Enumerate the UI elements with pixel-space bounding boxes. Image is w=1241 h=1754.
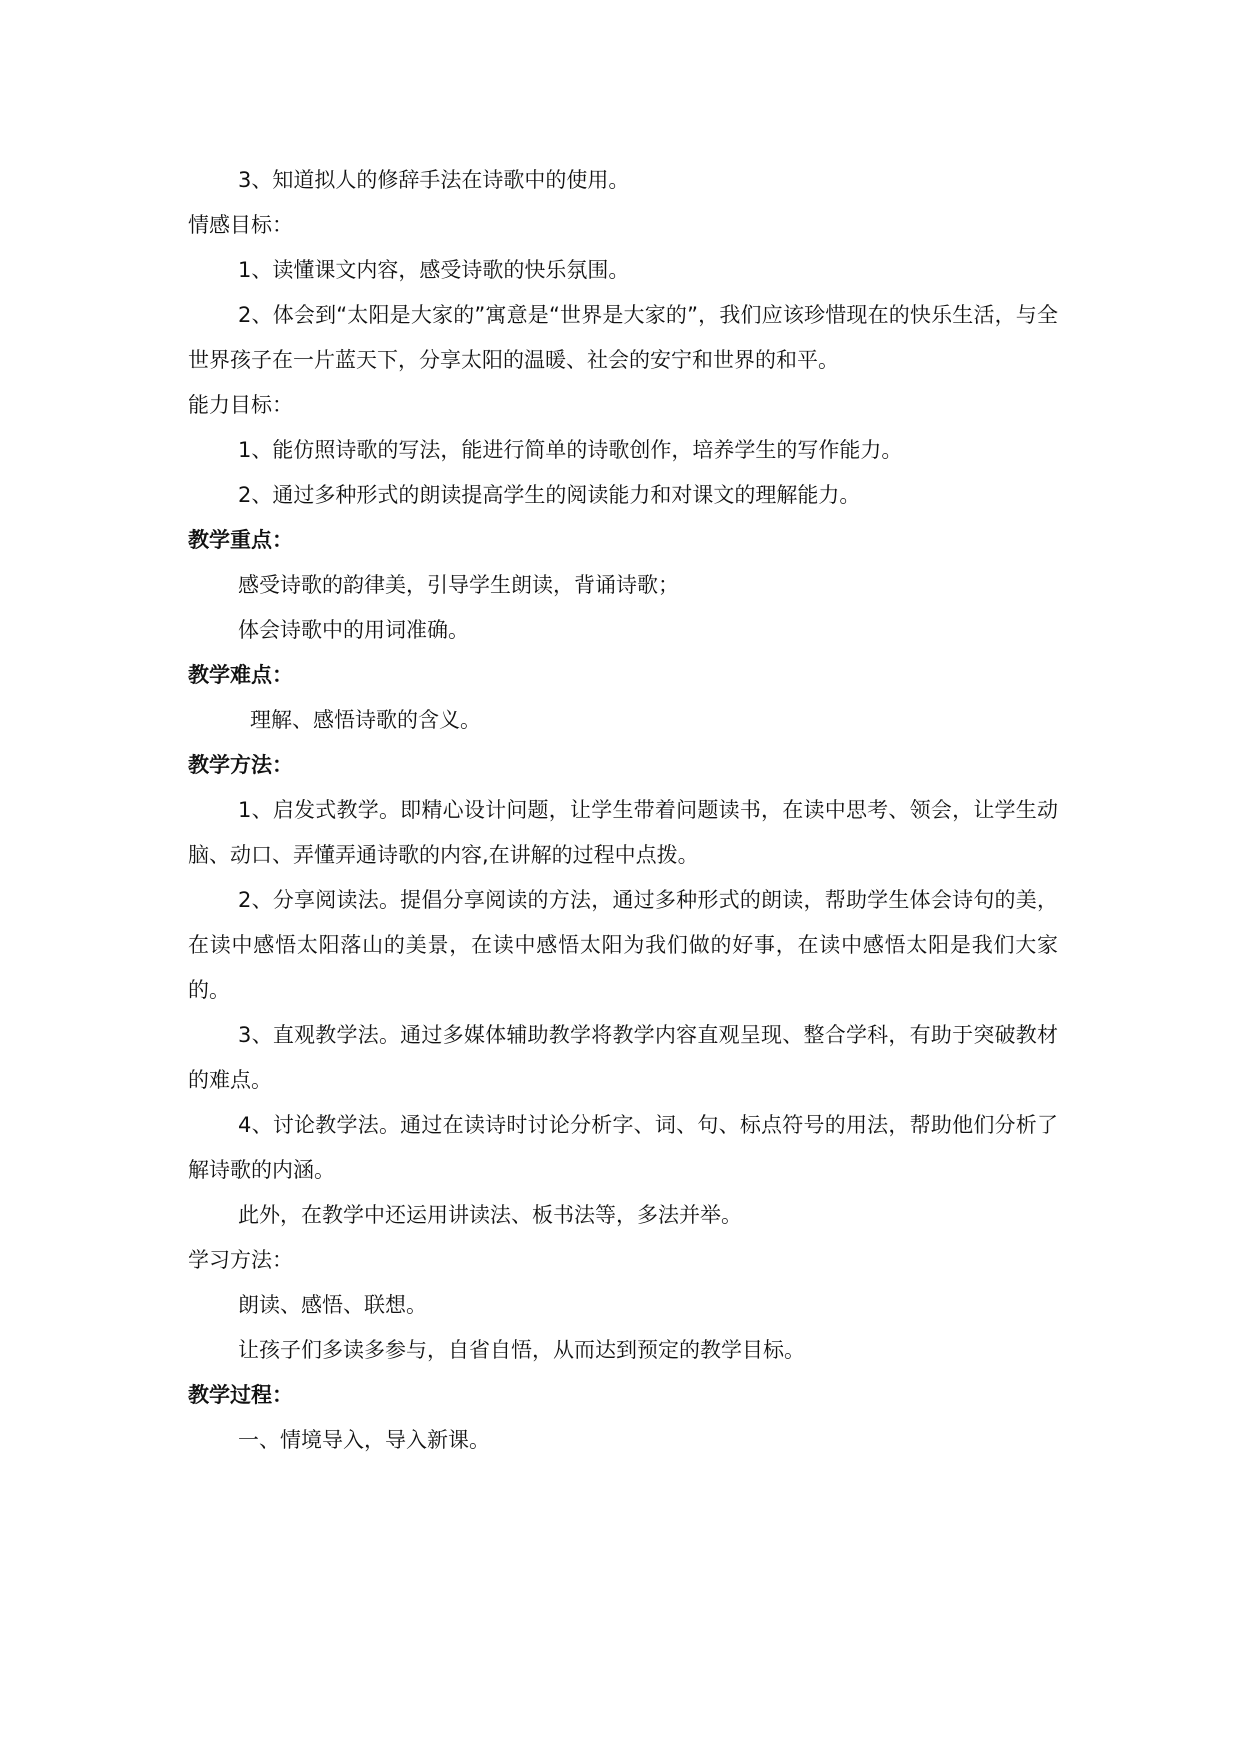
knowledge-goal-3: 3、知道拟人的修辞手法在诗歌中的使用。 xyxy=(238,168,630,192)
difficult-point: 理解、感悟诗歌的含义。 xyxy=(250,708,481,732)
emotion-goal-1: 1、读懂课文内容，感受诗歌的快乐氛围。 xyxy=(238,258,630,282)
study-method-2: 让孩子们多读多参与，自省自悟，从而达到预定的教学目标。 xyxy=(238,1338,805,1362)
teaching-method-extra: 此外，在教学中还运用讲读法、板书法等，多法并举。 xyxy=(238,1203,742,1227)
heading-emotion-goals: 情感目标： xyxy=(188,213,293,237)
heading-teaching-methods: 教学方法： xyxy=(188,753,293,777)
heading-teaching-process: 教学过程： xyxy=(188,1383,293,1407)
document-body xyxy=(188,158,1058,1463)
heading-key-points: 教学重点： xyxy=(188,528,293,552)
teaching-method-1: 1、启发式教学。即精心设计问题，让学生带着问题读书，在读中思考、领会，让学生动脑、动口、弄懂弄通诗歌的内容,在讲解的过程中点拨。 xyxy=(188,798,1058,867)
teaching-method-4: 4、讨论教学法。通过在读诗时讨论分析字、词、句、标点符号的用法，帮助他们分析了解诗歌的内涵。 xyxy=(188,1113,1058,1182)
teaching-method-3: 3、直观教学法。通过多媒体辅助教学将教学内容直观呈现、整合学科，有助于突破教材的难点。 xyxy=(188,1023,1058,1092)
study-method-1: 朗读、感悟、联想。 xyxy=(238,1293,427,1317)
emotion-goal-2: 2、体会到“太阳是大家的”寓意是“世界是大家的”，我们应该珍惜现在的快乐生活，与全世界孩子在一片蓝天下，分享太阳的温暖、社会的安宁和世界的和平。 xyxy=(188,303,1058,372)
key-point-1: 感受诗歌的韵律美，引导学生朗读，背诵诗歌； xyxy=(238,573,679,597)
process-step-1: 一、情境导入，导入新课。 xyxy=(238,1428,490,1452)
heading-study-methods: 学习方法： xyxy=(188,1248,293,1272)
ability-goal-1: 1、能仿照诗歌的写法，能进行简单的诗歌创作，培养学生的写作能力。 xyxy=(238,438,903,462)
ability-goal-2: 2、通过多种形式的朗读提高学生的阅读能力和对课文的理解能力。 xyxy=(238,483,861,507)
key-point-2: 体会诗歌中的用词准确。 xyxy=(238,618,469,642)
heading-difficult-points: 教学难点： xyxy=(188,663,293,687)
heading-ability-goals: 能力目标： xyxy=(188,393,293,417)
teaching-method-2: 2、分享阅读法。提倡分享阅读的方法，通过多种形式的朗读，帮助学生体会诗句的美，在读中感悟太阳落山的美景，在读中感悟太阳为我们做的好事，在读中感悟太阳是我们大家的。 xyxy=(188,888,1058,1002)
